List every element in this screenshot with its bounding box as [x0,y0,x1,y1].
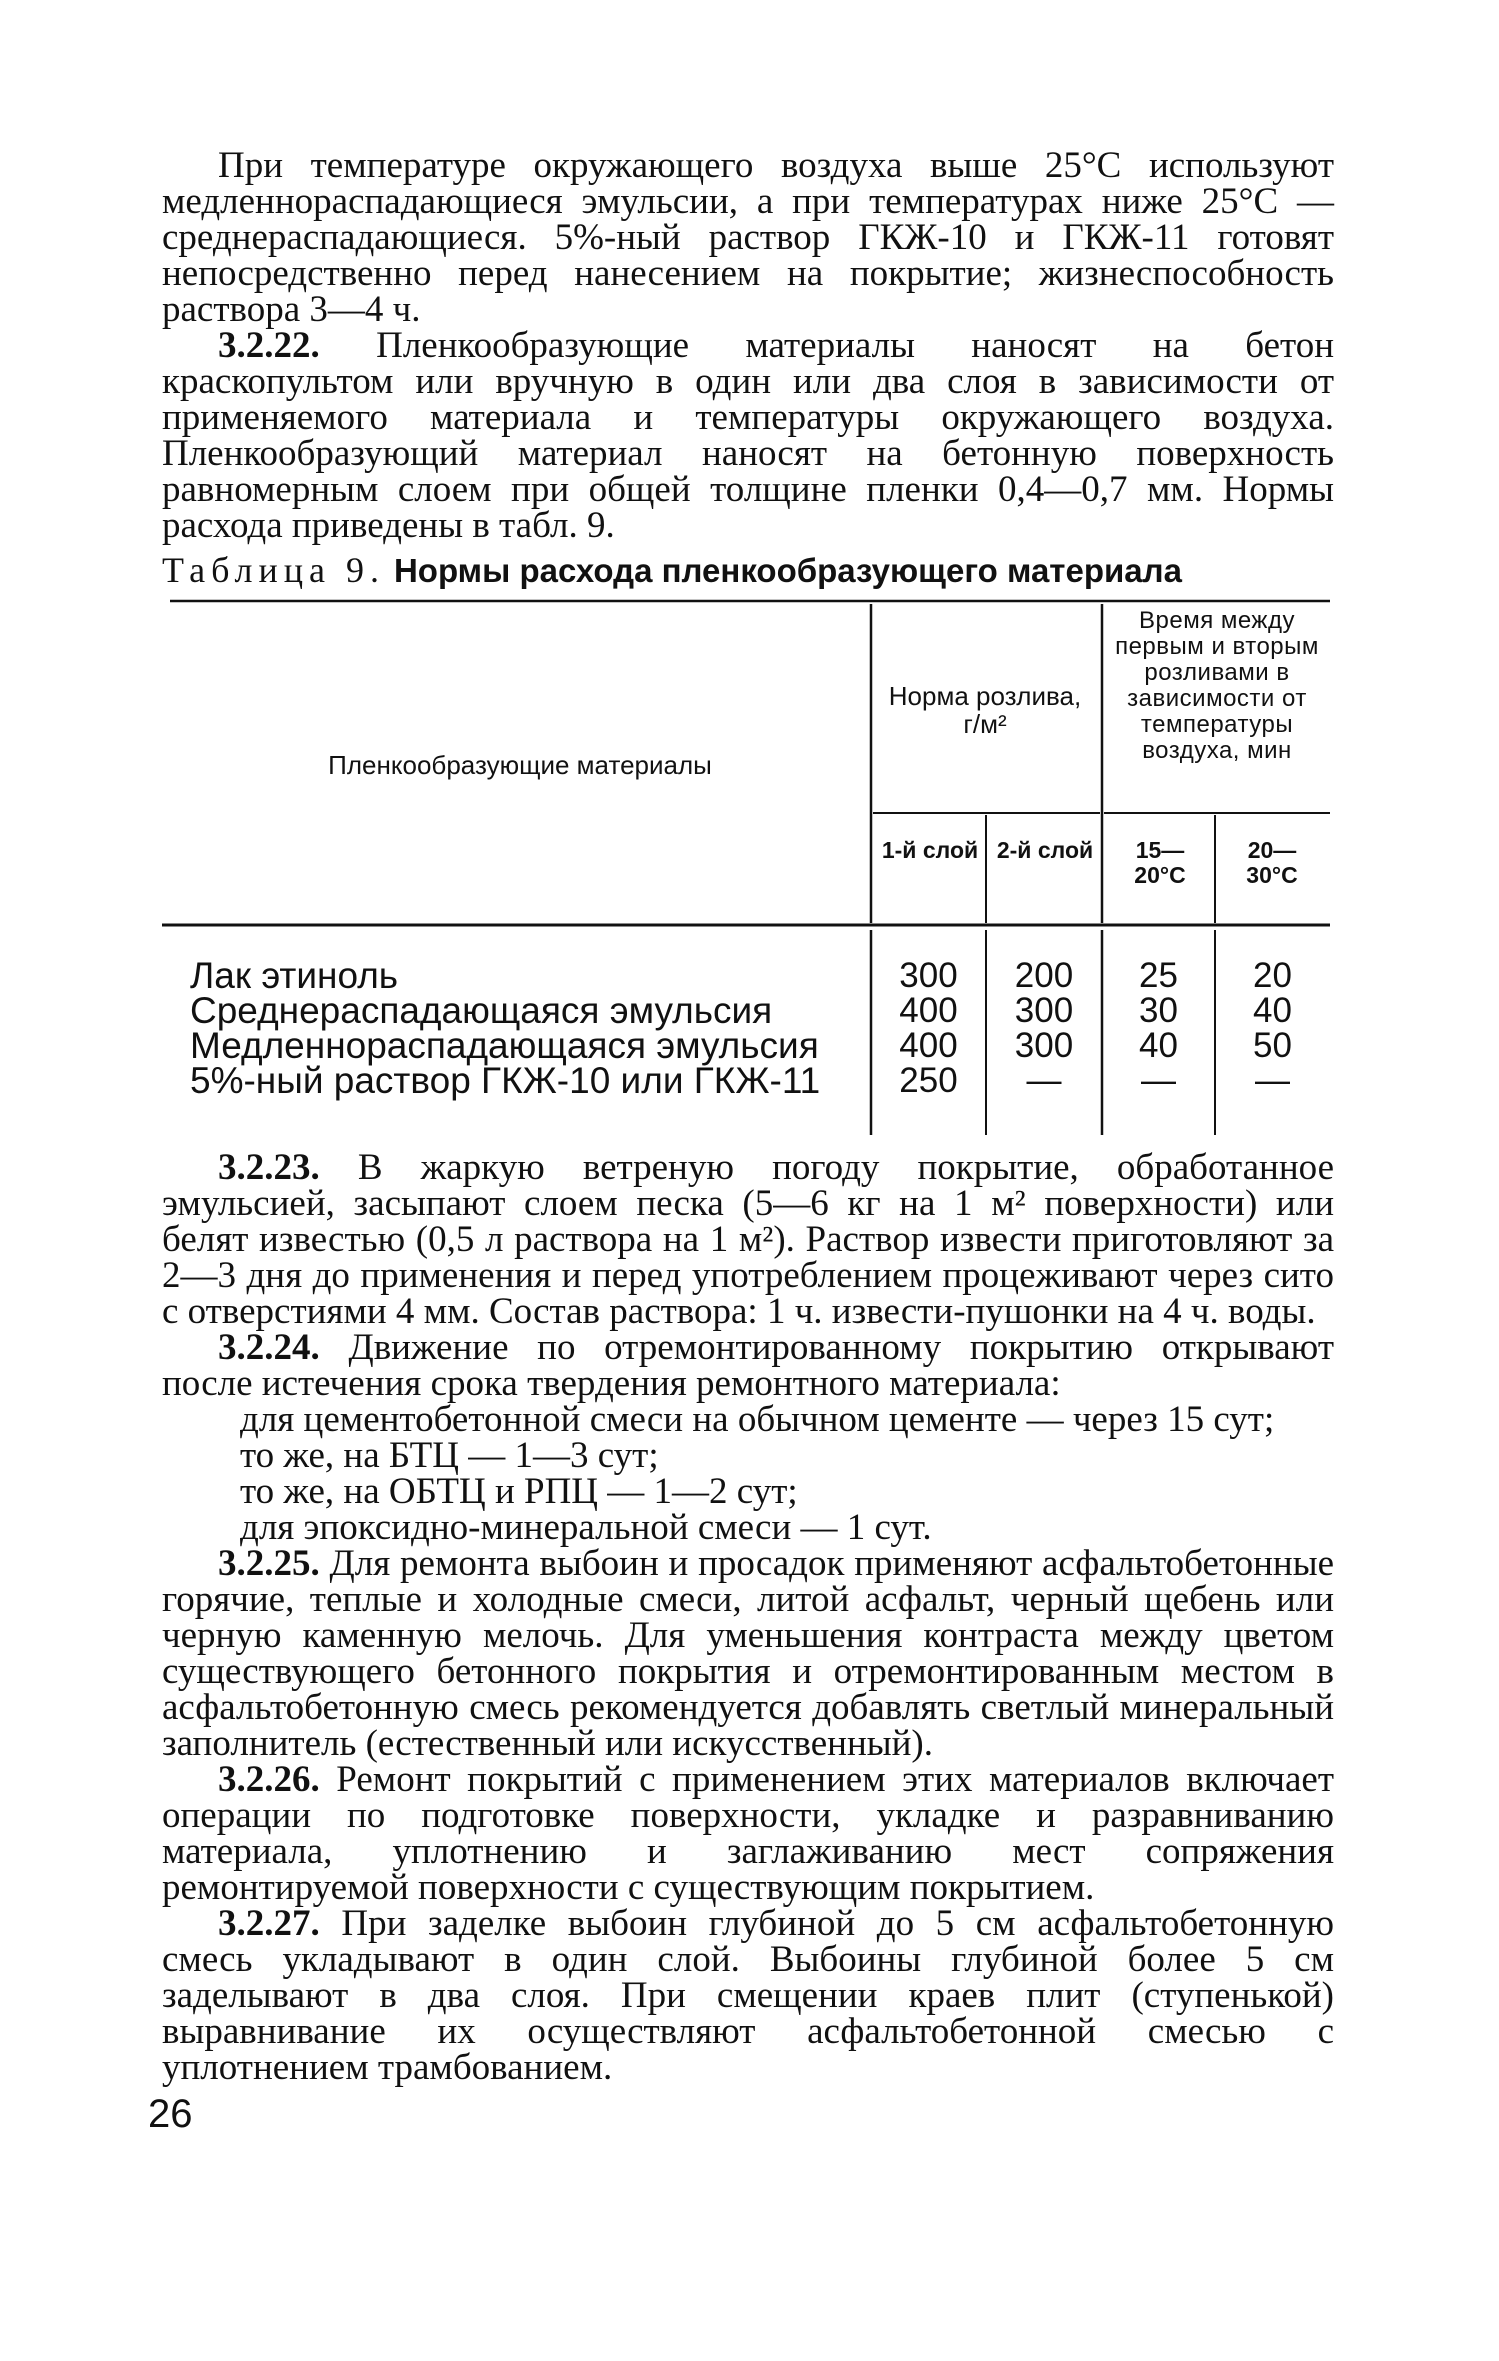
paragraph-number: 3.2.24. [218,1327,320,1368]
paragraph-3-2-27: 3.2.27. При заделке выбоин глубиной до 5 см асфальтобетонную смесь укладывают в один слой. Выбоины глубиной более 5 см заделывают в два слоя. При смещении краев плит (ступенькой) выравнивание их осуществляют асфальтобетонной смесью с уплотнением трамбованием. [162,1903,1335,2088]
header-norm: Норма розлива, г/м² [888,681,1082,739]
list-item: то же, на ОБТЦ и РПЦ — 1—2 сут; [240,1471,798,1512]
paragraph-number: 3.2.26. [218,1759,320,1800]
row-time-1: 40 [1139,1026,1178,1065]
header-materials: Пленкообразующие материалы [328,750,712,780]
table-label: Таблица 9. [162,550,385,590]
row-time-2: 20 [1253,956,1292,995]
row-material: Лак этиноль [190,955,399,996]
paragraph-number: 3.2.23. [218,1147,320,1188]
row-material: Медленнораспадающаяся эмульсия [190,1025,819,1066]
list-item: для цементобетонной смеси на обычном цементе — через 15 сут; [240,1399,1275,1440]
paragraph-3-2-23: 3.2.23. В жаркую ветреную погоду покрытие, обработанное эмульсией, засыпают слоем песка (5—6 кг на 1 м² поверхности) или белят известью (0,5 л раствора на 1 м²). Раствор извести приготовляют за 2—3 дня до применения и перед употреблением процеживают через сито с отверстиями 4 мм. Состав раствора: 1 ч. извести-пушонки на 4 ч. воды. [162,1147,1334,1332]
paragraph-3-2-24: 3.2.24. Движение по отремонтированному покрытию открывают после истечения срока твердения ремонтного материала: [162,1327,1334,1404]
header-time: Время между первым и вторым розливами в зависимости от температуры воздуха, мин [1115,607,1319,764]
row-time-2: 50 [1253,1026,1292,1065]
paragraph-3-2-25: 3.2.25. Для ремонта выбоин и просадок применяют асфальтобетонные горячие, теплые и холодные смеси, литой асфальт, черный щебень или черную каменную мелочь. Для уменьшения контраста между цветом существующего бетонного покрытия и отремонтированным местом в асфальтобетонную смесь рекомендуется добавлять светлый минеральный заполнитель (естественный или искусственный). [162,1543,1335,1764]
paragraph-intro: При температуре окружающего воздуха выше 25°С используют медленнораспадающиеся эмульсии, а при температурах ниже 25°С — среднераспадающиеся. 5%-ный раствор ГКЖ-10 и ГКЖ-11 готовят непосредственно перед нанесением на покрытие; жизнеспособность раствора 3—4 ч. [162,145,1334,330]
page-number: 26 [148,2092,193,2136]
row-layer-2: 300 [1014,991,1074,1030]
header-temp-20-30: 20—30°С [1246,837,1298,888]
row-layer-1: 300 [899,956,958,995]
header-temp-15-20: 15—20°С [1134,837,1186,888]
row-layer-2: 200 [1014,956,1074,995]
row-layer-2: — [1026,1061,1062,1100]
row-time-1: 25 [1139,956,1178,995]
list-item: для эпоксидно-минеральной смеси — 1 сут. [240,1507,932,1548]
row-layer-1: 400 [899,1026,958,1065]
paragraph-number: 3.2.27. [218,1903,320,1944]
paragraph-number: 3.2.22. [218,325,320,366]
row-time-1: — [1141,1061,1176,1100]
list-item: то же, на БТЦ — 1—3 сут; [240,1435,659,1476]
header-layer-2: 2-й слой [996,837,1094,863]
bottom-text [162,1147,1335,2088]
paragraph-3-2-22: 3.2.22. Пленкообразующие материалы наносят на бетон краскопультом или вручную в один или два слоя в зависимости от применяемого материала и температуры окружающего воздуха. Пленкообразующий материал наносят на бетонную поверхность равномерным слоем при общей толщине пленки 0,4—0,7 мм. Нормы расхода приведены в табл. 9. [162,325,1335,546]
row-time-2: — [1255,1061,1290,1100]
row-time-2: 40 [1253,991,1292,1030]
row-layer-1: 250 [899,1061,958,1100]
row-time-1: 30 [1139,991,1178,1030]
paragraph-number: 3.2.25. [218,1543,320,1584]
table-title: Нормы расхода пленкообразующего материала [393,552,1182,589]
row-material: Среднераспадающаяся эмульсия [190,990,773,1031]
row-layer-2: 300 [1014,1026,1074,1065]
header-layer-1: 1-й слой [881,837,979,863]
row-material: 5%-ный раствор ГКЖ-10 или ГКЖ-11 [190,1060,821,1101]
row-layer-1: 400 [899,991,958,1030]
paragraph-3-2-26: 3.2.26. Ремонт покрытий с применением этих материалов включает операции по подготовке поверхности, укладке и разравниванию материала, уплотнению и заглаживанию мест сопряжения ремонтируемой поверхности с существующим покрытием. [162,1759,1334,1908]
